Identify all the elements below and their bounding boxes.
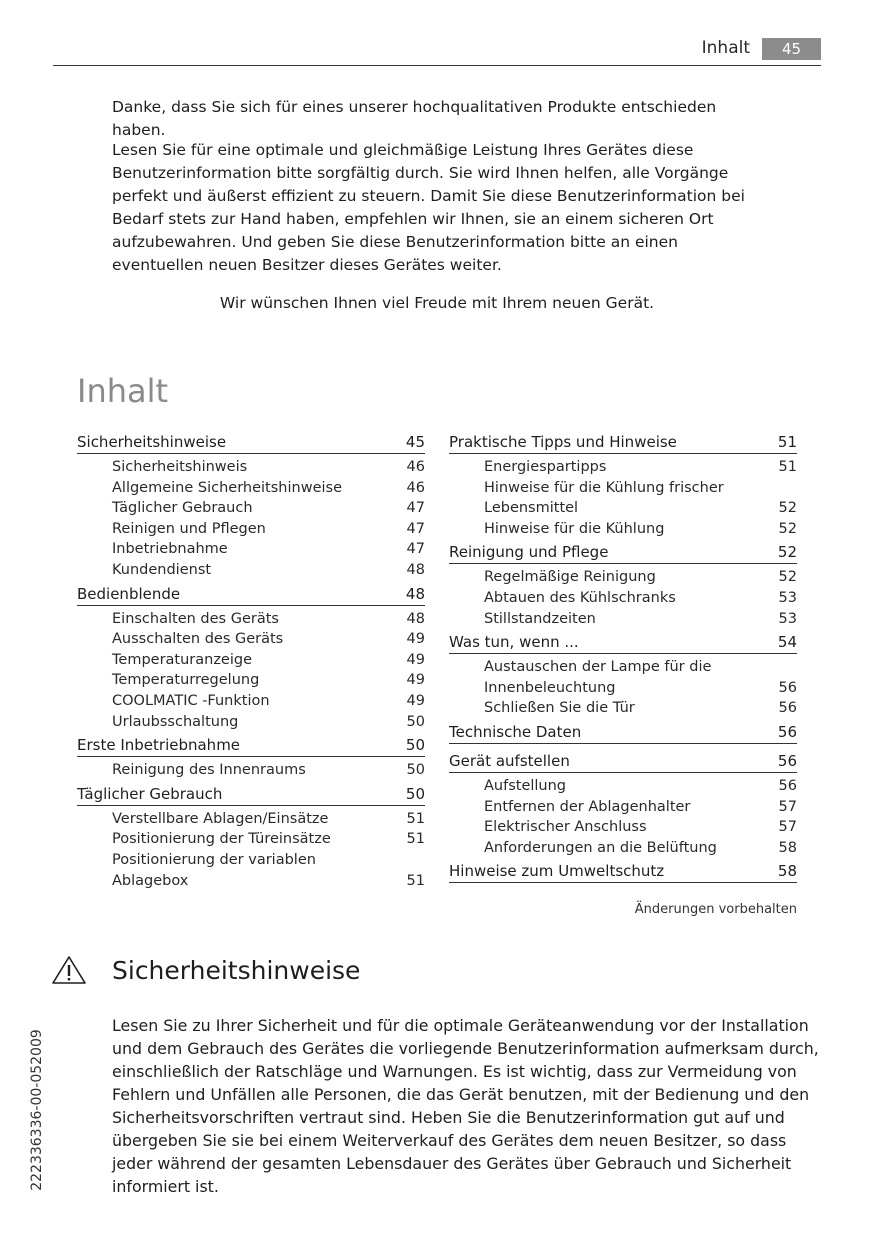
toc-subentry-label: Elektrischer Anschluss <box>484 819 647 836</box>
toc-section-page: 54 <box>777 633 797 652</box>
toc-subentry-label: Schließen Sie die Tür <box>484 700 635 717</box>
toc-heading: Inhalt <box>77 372 169 410</box>
toc-subentry-page: 49 <box>406 651 425 668</box>
toc-subentry-label: Täglicher Gebrauch <box>112 500 253 517</box>
toc-subentry-page: 57 <box>778 798 797 815</box>
toc-subentry-label: Temperaturregelung <box>112 672 260 689</box>
toc-subentry-page: 51 <box>406 810 425 827</box>
toc-subentry-page: 49 <box>406 631 425 648</box>
toc-section-title: Hinweise zum Umweltschutz <box>449 862 665 881</box>
toc-subentry-page: 56 <box>778 777 797 794</box>
changes-note: Änderungen vorbehalten <box>634 902 797 917</box>
toc-section-entry[interactable] <box>449 542 797 564</box>
toc-subentry-page: 50 <box>406 713 425 730</box>
toc-section-page: 52 <box>777 543 797 562</box>
toc-section-page: 50 <box>405 784 425 803</box>
toc-subentries <box>449 773 797 861</box>
toc-subentry-page: 51 <box>406 831 425 848</box>
header-rule <box>53 65 821 66</box>
toc-subentry[interactable] <box>484 657 797 698</box>
toc-section-page: 48 <box>405 584 425 603</box>
toc-subentry-label: Einschalten des Geräts <box>112 610 279 627</box>
toc-subentry-page: 56 <box>778 679 797 696</box>
toc-left-column <box>77 432 425 894</box>
document-id: 222336336-00-052009 <box>29 1029 45 1191</box>
safety-section-title: Sicherheitshinweise <box>112 956 361 985</box>
toc-subentry-page: 49 <box>406 692 425 709</box>
toc-subentry-label: Reinigen und Pflegen <box>112 520 266 537</box>
toc-subentry-label: Aufstellung <box>484 777 567 794</box>
toc-section-title: Bedienblende <box>77 584 181 603</box>
toc-subentry-page: 52 <box>778 520 797 537</box>
toc-subentry[interactable] <box>112 609 425 630</box>
toc-subentry-label: Urlaubsschaltung <box>112 713 239 730</box>
toc-section-page: 56 <box>777 751 797 770</box>
toc-subentry-page: 51 <box>406 872 425 889</box>
toc-subentry-label: COOLMATIC -Funktion <box>112 692 270 709</box>
toc-subentry[interactable] <box>112 829 425 850</box>
toc-subentry-page: 56 <box>778 700 797 717</box>
toc-subentries <box>77 806 425 894</box>
toc-subentry[interactable] <box>112 760 425 781</box>
toc-subentry[interactable] <box>484 478 797 519</box>
toc-subentry[interactable] <box>112 498 425 519</box>
toc-section <box>77 735 425 784</box>
toc-section-entry[interactable] <box>449 751 797 773</box>
toc-subentries <box>77 757 425 784</box>
toc-section <box>449 722 797 751</box>
toc-subentry[interactable] <box>484 567 797 588</box>
toc-subentry-label: Austauschen der Lampe für die Innenbeleuchtung <box>484 659 712 696</box>
toc-subentry-page: 48 <box>406 610 425 627</box>
toc-section-page: 50 <box>405 736 425 755</box>
toc-subentry-page: 58 <box>778 839 797 856</box>
toc-subentry[interactable] <box>112 691 425 712</box>
toc-section-entry[interactable] <box>449 432 797 454</box>
toc-subentry-page: 47 <box>406 520 425 537</box>
toc-subentry[interactable] <box>112 519 425 540</box>
toc-subentry-page: 47 <box>406 541 425 558</box>
page-number: 45 <box>762 38 821 60</box>
toc-subentry-label: Positionierung der variablen Ablagebox <box>112 851 316 889</box>
toc-subentry-page: 51 <box>778 459 797 475</box>
toc-subentry-label: Reinigung des Innenraums <box>112 762 306 779</box>
warning-icon <box>51 955 87 985</box>
toc-subentry[interactable] <box>484 519 797 540</box>
toc-section-title: Technische Daten <box>449 722 582 741</box>
toc-subentry-label: Kundendienst <box>112 561 212 578</box>
toc-subentry[interactable] <box>484 457 797 478</box>
toc-subentry-label: Allgemeine Sicherheitshinweise <box>112 479 342 496</box>
toc-subentry[interactable] <box>112 629 425 650</box>
toc-subentry-page: 53 <box>778 610 797 627</box>
toc-subentry[interactable] <box>112 650 425 671</box>
toc-right-column <box>449 432 797 890</box>
toc-section-page: 58 <box>777 862 797 881</box>
toc-subentry-label: Verstellbare Ablagen/Einsätze <box>112 810 329 827</box>
toc-section-entry[interactable] <box>449 861 797 883</box>
toc-section-entry[interactable] <box>77 735 425 757</box>
toc-subentry[interactable] <box>484 797 797 818</box>
toc-subentries <box>77 606 425 736</box>
toc-subentry-page: 46 <box>406 479 425 496</box>
toc-subentry[interactable] <box>484 817 797 838</box>
toc-subentry-label: Sicherheitshinweis <box>112 459 248 475</box>
toc-subentry[interactable] <box>112 539 425 560</box>
toc-section-entry[interactable] <box>449 632 797 654</box>
toc-section-page: 56 <box>777 722 797 741</box>
toc-section <box>77 784 425 894</box>
toc-subentry-label: Hinweise für die Kühlung <box>484 520 665 537</box>
toc-subentry-label: Positionierung der Türeinsätze <box>112 831 331 848</box>
intro-paragraph-instructions: Lesen Sie für eine optimale und gleichmäßige Leistung Ihres Gerätes diese Benutzerinformation bitte sorgfältig durch. Sie wird Ihnen helfen, alle Vorgänge perfekt und äußerst effizient zu steuern. Damit Sie diese Benutzerinformation bei Bedarf stets zur Hand haben, empfehlen wir Ihnen, sie an einem sicheren Ort aufzubewahren. Und geben Sie diese Benutzerinformation bitte an einen eventuellen neuen Besitzer dieses Gerätes weiter. <box>112 141 745 274</box>
toc-section-entry[interactable] <box>449 722 797 744</box>
toc-subentry-page: 50 <box>406 762 425 779</box>
toc-subentry-page: 57 <box>778 819 797 836</box>
toc-section-page: 45 <box>405 433 425 451</box>
toc-subentries <box>449 654 797 722</box>
toc-subentry[interactable] <box>112 457 425 478</box>
toc-subentry[interactable] <box>484 776 797 797</box>
toc-subentry[interactable] <box>484 609 797 630</box>
toc-subentry-page: 49 <box>406 672 425 689</box>
toc-section <box>449 861 797 890</box>
toc-subentry-label: Anforderungen an die Belüftung <box>484 839 717 856</box>
toc-subentry[interactable] <box>112 850 425 891</box>
toc-subentry[interactable] <box>112 809 425 830</box>
toc-subentries <box>449 564 797 632</box>
toc-subentry-page: 48 <box>406 561 425 578</box>
toc-subentry[interactable] <box>112 670 425 691</box>
toc-subentry-label: Abtauen des Kühlschranks <box>484 589 676 606</box>
toc-section-entry[interactable] <box>77 432 425 454</box>
toc-section <box>449 542 797 632</box>
toc-subentry-label: Energiespartipps <box>484 459 607 475</box>
toc-section-title: Was tun, wenn ... <box>449 633 579 652</box>
toc-section-title: Täglicher Gebrauch <box>77 784 223 803</box>
intro-paragraph-thanks: Danke, dass Sie sich für eines unserer hochqualitativen Produkte entschieden haben. <box>112 98 717 139</box>
toc-section-page: 51 <box>777 433 797 451</box>
toc-subentry-label: Ausschalten des Geräts <box>112 631 284 648</box>
toc-section <box>77 432 425 584</box>
toc-section <box>77 584 425 736</box>
toc-subentry-label: Stillstandzeiten <box>484 610 596 627</box>
safety-paragraph: Lesen Sie zu Ihrer Sicherheit und für die optimale Geräteanwendung vor der Installation und dem Gebrauch des Gerätes die vorliegende Benutzerinformation aufmerksam durch, einschließlich der Ratschläge und Warnungen. Es ist wichtig, dass zur Vermeidung von Fehlern und Unfällen alle Personen, die das Gerät benutzen, mit der Bedienung und den Sicherheitsvorschriften vertraut sind. Heben Sie die Benutzerinformation gut auf und übergeben Sie sie bei einem Weiterverkauf des Gerätes dem neuen Besitzer, so dass jeder während der gesamten Lebensdauer des Gerätes über Gebrauch und Sicherheit informiert ist. <box>112 1016 819 1196</box>
toc-subentry-page: 47 <box>406 500 425 517</box>
running-header-title: Inhalt <box>701 38 750 58</box>
toc-subentry-page: 46 <box>406 459 425 475</box>
toc-subentry[interactable] <box>112 560 425 581</box>
toc-subentry-page: 52 <box>778 500 797 517</box>
toc-section-title: Erste Inbetriebnahme <box>77 736 241 755</box>
toc-subentry-label: Regelmäßige Reinigung <box>484 569 656 586</box>
toc-section-title: Reinigung und Pflege <box>449 543 609 562</box>
toc-section <box>449 751 797 861</box>
toc-section-entry[interactable] <box>77 584 425 606</box>
toc-subentry-label: Entfernen der Ablagenhalter <box>484 798 691 815</box>
intro-paragraph-wish: Wir wünschen Ihnen viel Freude mit Ihrem neuen Gerät. <box>219 294 655 312</box>
toc-section-title: Praktische Tipps und Hinweise <box>449 433 677 451</box>
toc-subentry-page: 53 <box>778 589 797 606</box>
toc-section <box>449 432 797 542</box>
toc-subentry[interactable] <box>484 838 797 859</box>
toc-subentry[interactable] <box>484 588 797 609</box>
toc-subentry[interactable] <box>484 698 797 719</box>
toc-subentry[interactable] <box>112 478 425 499</box>
toc-subentry-label: Temperaturanzeige <box>112 651 253 668</box>
toc-subentries <box>77 454 425 584</box>
toc-subentry-label: Inbetriebnahme <box>112 541 228 558</box>
toc-subentry-label: Hinweise für die Kühlung frischer Lebensmittel <box>484 479 724 517</box>
toc-subentries <box>449 454 797 542</box>
toc-subentry[interactable] <box>112 712 425 733</box>
toc-section-title: Gerät aufstellen <box>449 751 570 770</box>
toc-section-entry[interactable] <box>77 784 425 806</box>
toc-subentry-page: 52 <box>778 569 797 586</box>
toc-section-title: Sicherheitshinweise <box>77 433 227 451</box>
toc-section <box>449 632 797 722</box>
